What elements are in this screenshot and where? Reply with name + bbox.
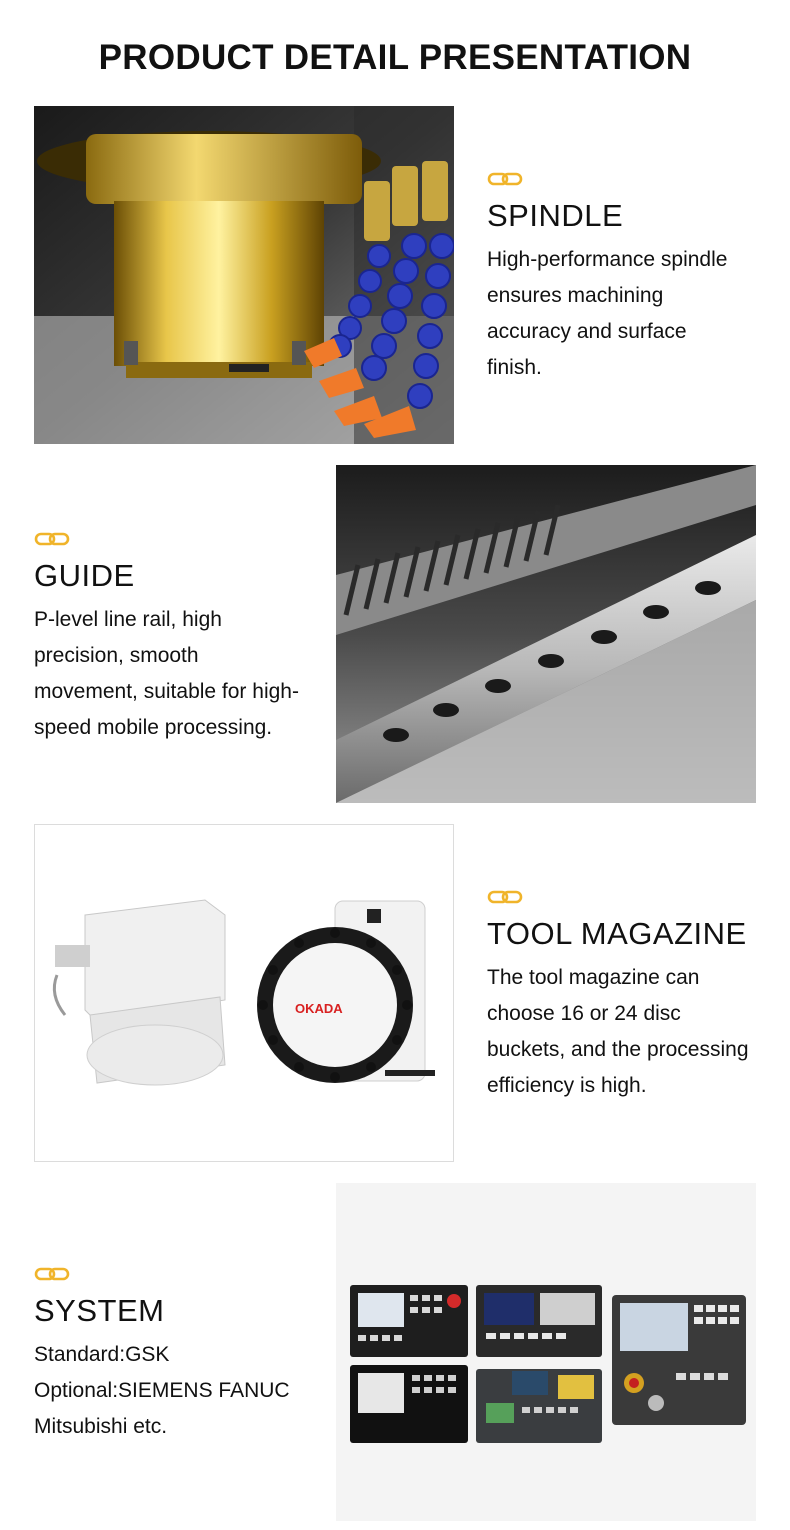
section-title: SPINDLE <box>487 198 624 233</box>
section-description: Standard:GSK Optional:SIEMENS FANUC Mitsubishi etc. <box>34 1343 290 1438</box>
control-systems-photo <box>336 1183 756 1521</box>
link-icon <box>34 530 70 548</box>
spindle-text <box>487 170 777 386</box>
link-icon <box>487 170 523 188</box>
tool-magazine-text <box>487 888 787 1104</box>
section-description: The tool magazine can choose 16 or 24 disc buckets, and the processing efficiency is high. <box>487 966 749 1097</box>
section-title: GUIDE <box>34 558 135 593</box>
link-icon <box>34 1265 70 1283</box>
section-title: SYSTEM <box>34 1293 165 1328</box>
section-description: High-performance spindle ensures machining accuracy and surface finish. <box>487 248 728 379</box>
link-icon <box>487 888 523 906</box>
system-text <box>34 1265 334 1445</box>
guide-rail-photo <box>336 465 756 803</box>
guide-text <box>34 530 334 746</box>
okada-logo-text: OKADA <box>295 1001 343 1016</box>
page-title: PRODUCT DETAIL PRESENTATION <box>98 38 692 77</box>
spindle-photo <box>34 106 454 444</box>
section-title: TOOL MAGAZINE <box>487 916 747 951</box>
section-description: P-level line rail, high precision, smooth movement, suitable for high- speed mobile processing. <box>34 608 299 739</box>
tool-magazine-photo <box>34 824 454 1162</box>
